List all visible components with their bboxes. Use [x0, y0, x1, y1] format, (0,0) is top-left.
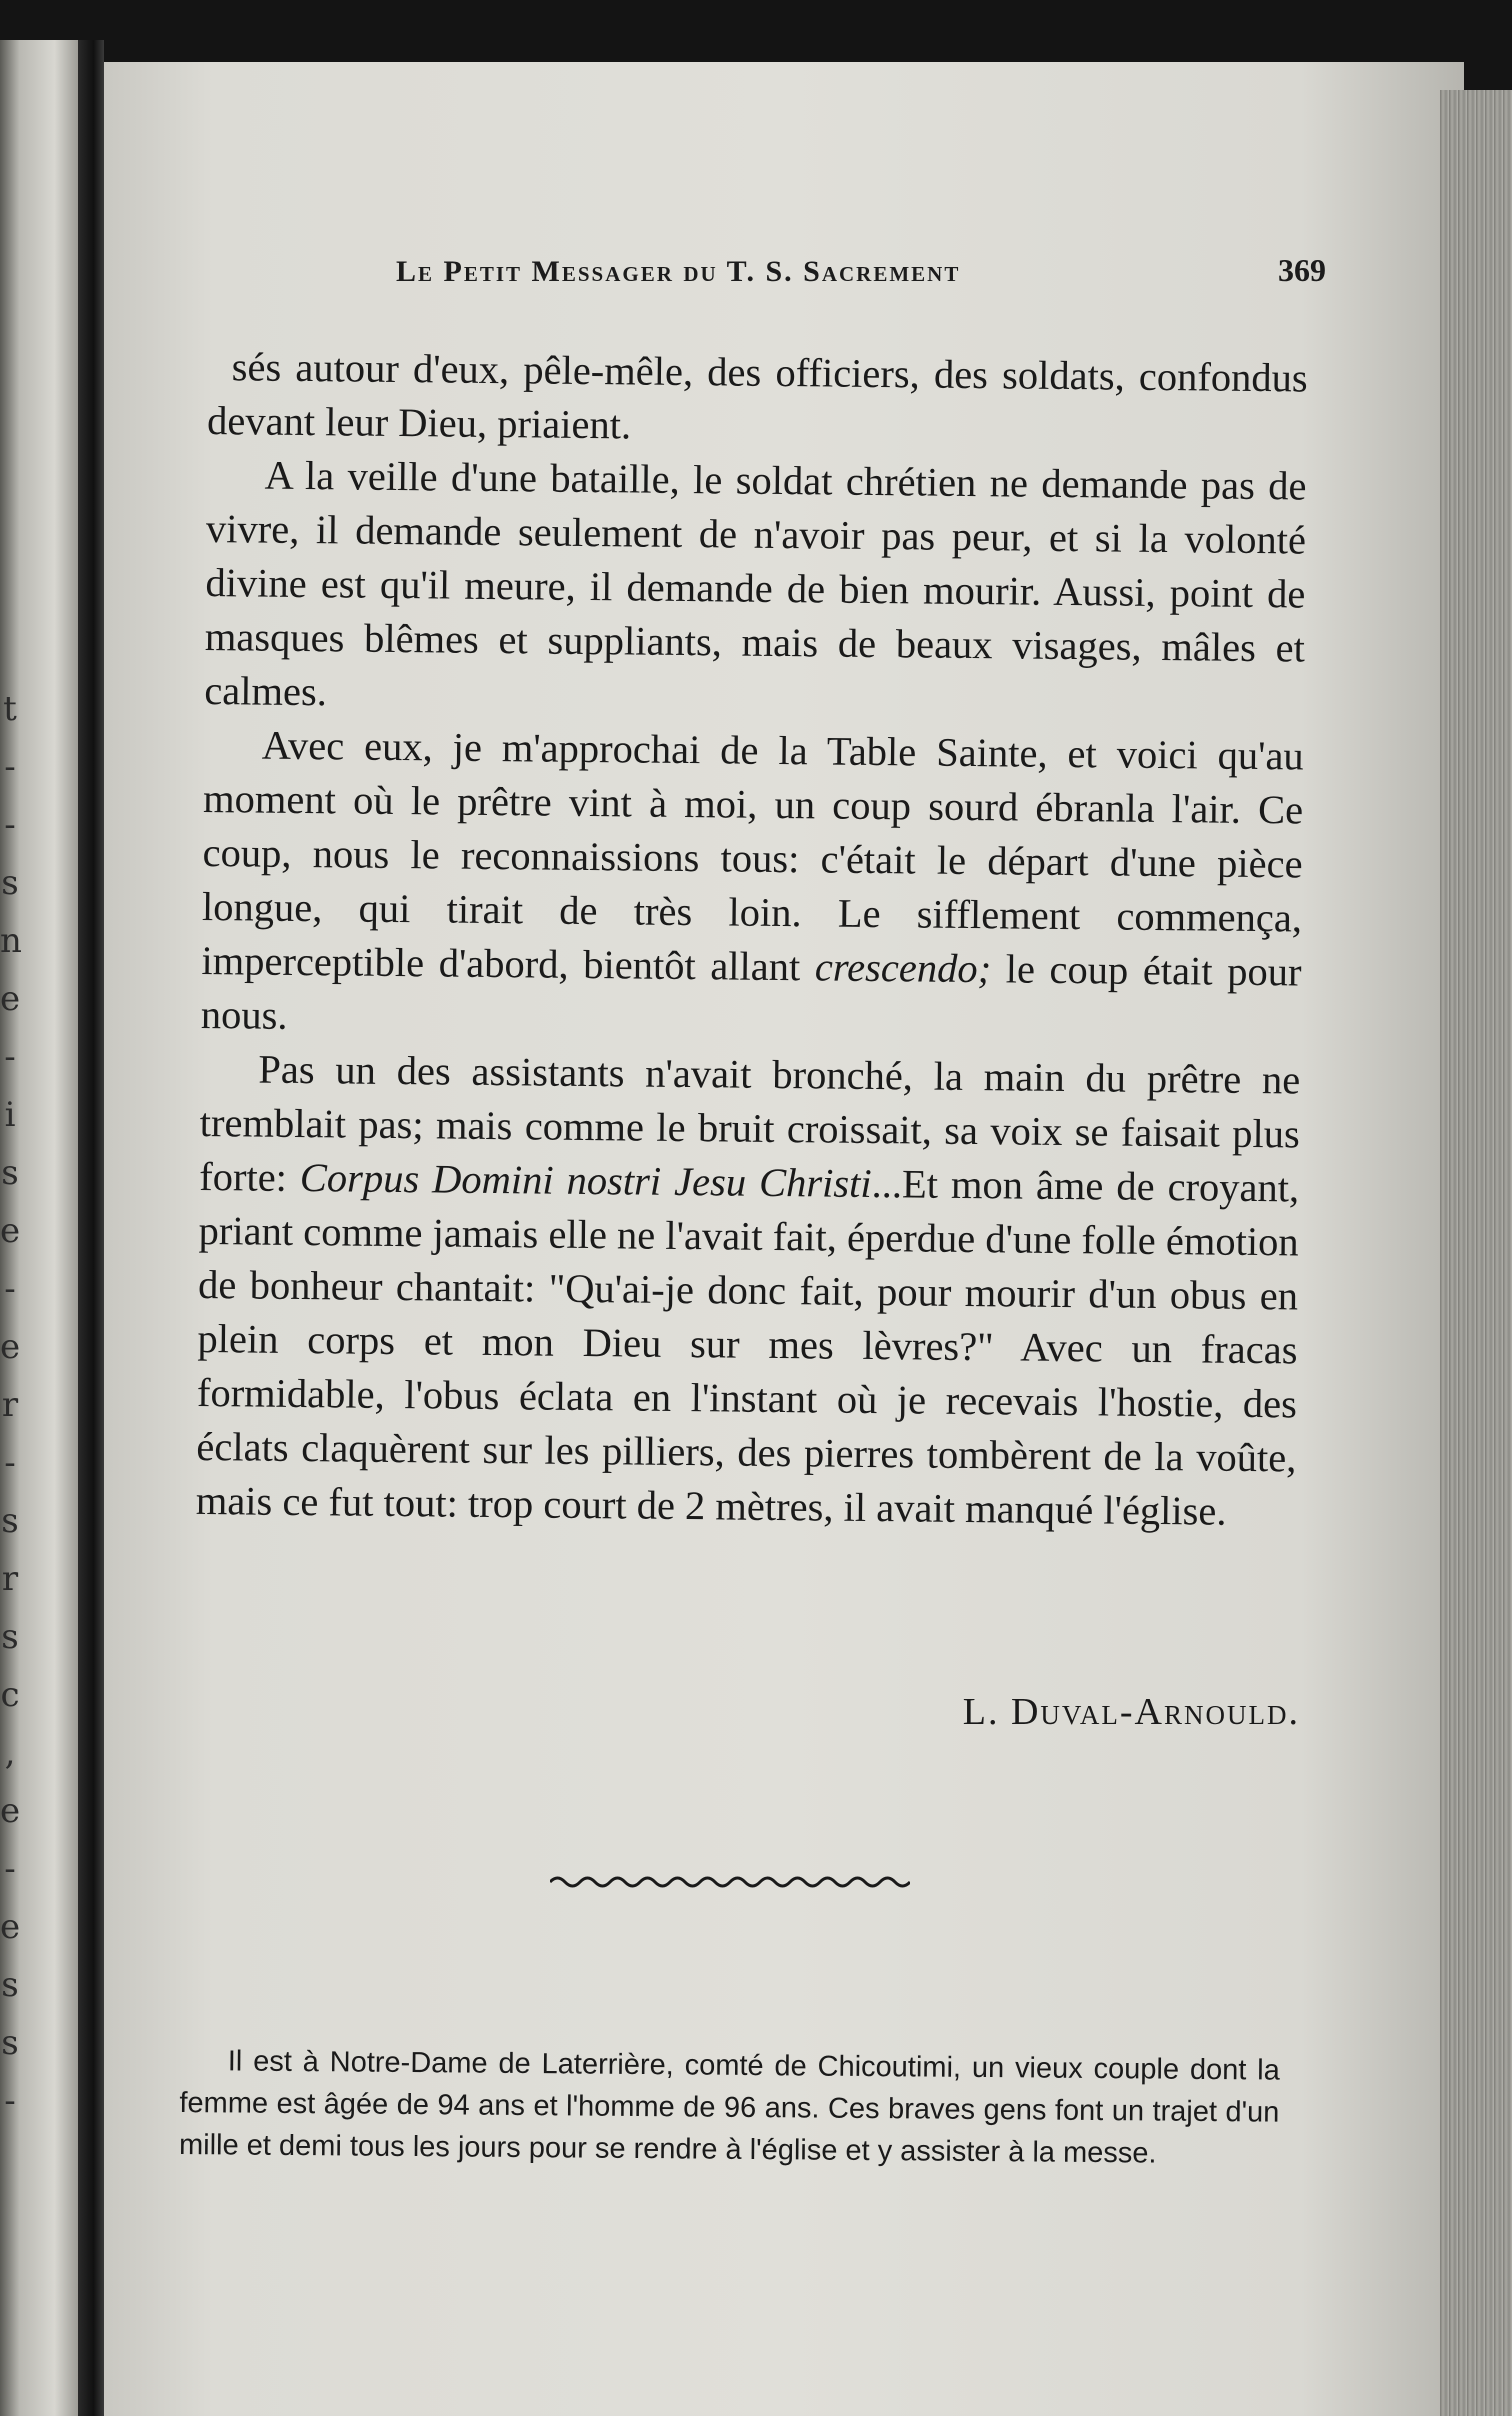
wavy-divider-ornament: [550, 1870, 910, 1894]
left-edge-letter: t: [3, 689, 17, 729]
left-edge-letter: e: [0, 979, 21, 1019]
paragraph-3-text-b: le coup était pour nous.: [200, 946, 1302, 1038]
left-edge-letter: ,: [4, 1733, 16, 1773]
left-edge-letter: s: [1, 1501, 19, 1541]
left-edge-letter: -: [4, 1269, 16, 1309]
paragraph-4-text-a: Pas un des assistants n'avait bronché, la main du prêtre ne tremblait pas; mais comme le bruit croissait, sa voix se faisait plus forte:: [199, 1046, 1301, 1200]
left-edge-letter: e: [0, 1327, 21, 1367]
left-edge-letter: s: [1, 1965, 19, 2005]
left-edge-letter: s: [1, 1153, 19, 1193]
paragraph-1: sés autour d'eux, pêle-mêle, des officiers, des soldats, confondus devant leur Dieu, priaient.: [206, 344, 1308, 448]
left-edge-letter: s: [1, 1617, 19, 1657]
left-edge-letter: -: [4, 1443, 16, 1483]
page-stack-edge: [1440, 90, 1512, 2416]
paragraph-3: [201, 718, 1304, 1054]
running-title: Le Petit Messager du T. S. Sacrement: [396, 255, 961, 288]
paragraph-4: [196, 1042, 1301, 1539]
left-edge-letter: -: [4, 1849, 16, 1889]
paragraph-4-text-b: ...Et mon âme de croyant, priant comme jamais elle ne l'avait fait, éperdue d'une folle émotion de bonheur chantait: "Qu'ai-je donc fait, pour mourir d'un obus en plein corps et mon Dieu sur mes lèvres?" Avec un fracas formidable, l'obus éclata en l'instant où je recevais l'hostie, des éclats claquèrent sur les pilliers, des pierres tombèrent de la voûte, mais ce fut tout: trop court de 2 mètres, il avait manqué l'église.: [195, 1160, 1300, 1534]
footnote-text: Il est à Notre-Dame de Laterrière, comté de Chicoutimi, un vieux couple dont la femme est âgée de 94 ans et l'homme de 96 ans. Ces braves gens font un trajet d'un mille et demi tous les jours pour se rendre à l'église et y assister à la messe.: [178, 2045, 1280, 2170]
left-edge-letter: s: [1, 2023, 19, 2063]
left-edge-letter: -: [4, 805, 16, 845]
paragraph-3-text-a: Avec eux, je m'approchai de la Table Sainte, et voici qu'au moment où le prêtre vint à moi, un coup sourd ébranla l'air. Ce coup, nous le reconnaissions tous: c'était le départ d'une pièce longue, qui tirait de très loin. Le sifflement commença, imperceptible d'abord, bientôt allant: [201, 722, 1304, 990]
paragraph-2: A la veille d'une bataille, le soldat chrétien ne demande pas de vivre, il demande seulement de n'avoir pas peur, et si la volonté divine est qu'il meure, il demande de bien mourir. Aussi, point de masques blêmes et suppliants, mais de beaux visages, mâles et calmes.: [204, 452, 1307, 715]
left-edge-letter: r: [1, 1385, 19, 1425]
left-edge-letter: e: [0, 1791, 21, 1831]
left-edge-letter: s: [1, 863, 19, 903]
left-page-letters: [0, 680, 20, 2130]
left-edge-letter: c: [0, 1675, 20, 1715]
footnote: [179, 2040, 1280, 2176]
paragraph-4-italic: Corpus Domini nostri Jesu Christi: [299, 1155, 872, 1206]
body-text: [196, 340, 1308, 1539]
book-gutter: [78, 40, 104, 2416]
paragraph-3-italic: crescendo;: [814, 944, 992, 992]
left-edge-letter: e: [0, 1907, 21, 1947]
left-edge-letter: -: [4, 747, 16, 787]
left-edge-letter: r: [1, 1559, 19, 1599]
left-edge-letter: -: [4, 2081, 16, 2121]
left-page-edge: [0, 40, 78, 2416]
left-edge-letter: e: [0, 1211, 21, 1251]
left-edge-letter: n: [0, 921, 22, 961]
page-number: 369: [1278, 252, 1326, 288]
author-signature: L. Duval-Arnould.: [962, 1691, 1300, 1733]
running-head: [396, 252, 1326, 289]
left-edge-letter: i: [4, 1095, 16, 1135]
left-edge-letter: -: [4, 1037, 16, 1077]
